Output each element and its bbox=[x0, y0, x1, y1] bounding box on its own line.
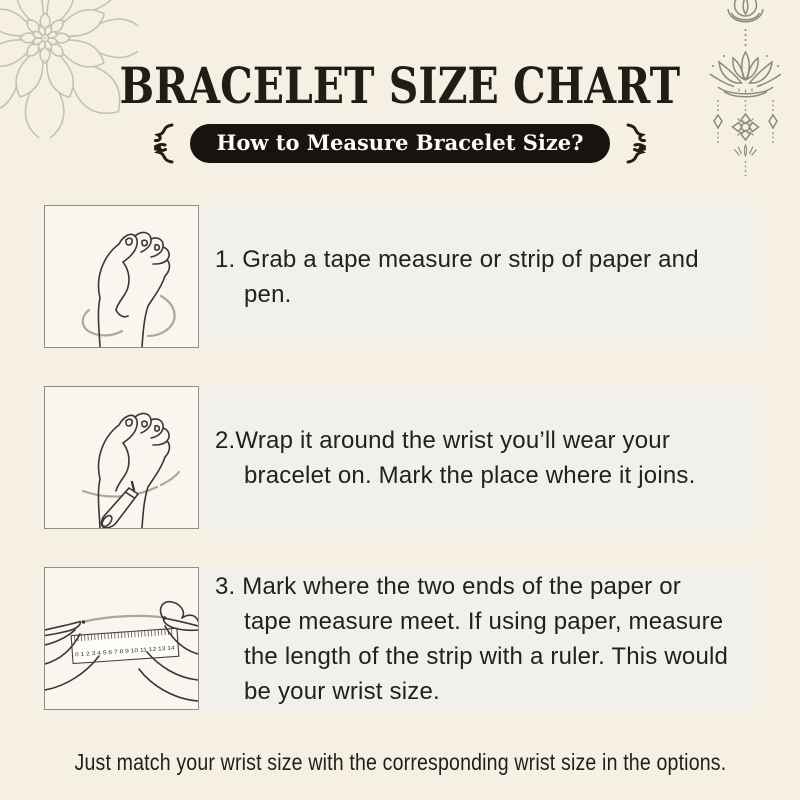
right-flourish-icon bbox=[623, 121, 656, 166]
lotus-hanging-ornament-icon bbox=[698, 0, 794, 180]
page-title: BRACELET SIZE CHART bbox=[119, 56, 681, 115]
fist-with-tape-icon bbox=[45, 206, 198, 347]
left-flourish-icon bbox=[144, 121, 177, 166]
svg-text:0 1 2 3 4 5 6 7 8 9 10 11 12 1: 0 1 2 3 4 5 6 7 8 9 10 11 12 13 14 bbox=[74, 646, 159, 659]
fist-with-pen-icon bbox=[45, 387, 198, 528]
step-row-2 bbox=[44, 386, 756, 529]
step-3-text: 3. Mark where the two ends of the paper or tape measure meet. If using paper, measure the length of the strip with a ruler. This would be your wrist size. bbox=[215, 572, 729, 705]
steps-list bbox=[44, 205, 756, 710]
step-2-illustration-box bbox=[44, 386, 199, 529]
step-row-1 bbox=[44, 205, 756, 348]
corner-mandala-icon bbox=[0, 0, 138, 138]
step-3-illustration-box bbox=[44, 567, 199, 710]
step-2-text: 2.Wrap it around the wrist you’ll wear your bracelet on. Mark the place where it joins. bbox=[215, 426, 696, 489]
step-1-illustration-box bbox=[44, 205, 199, 348]
footer-note: Just match your wrist size with the corresponding wrist size in the options. bbox=[74, 749, 726, 775]
how-to-measure-badge: How to Measure Bracelet Size? bbox=[190, 124, 611, 163]
hands-ruler-strip-icon bbox=[45, 568, 198, 709]
step-row-3 bbox=[44, 567, 756, 710]
step-1-text: 1. Grab a tape measure or strip of paper and pen. bbox=[215, 245, 699, 308]
